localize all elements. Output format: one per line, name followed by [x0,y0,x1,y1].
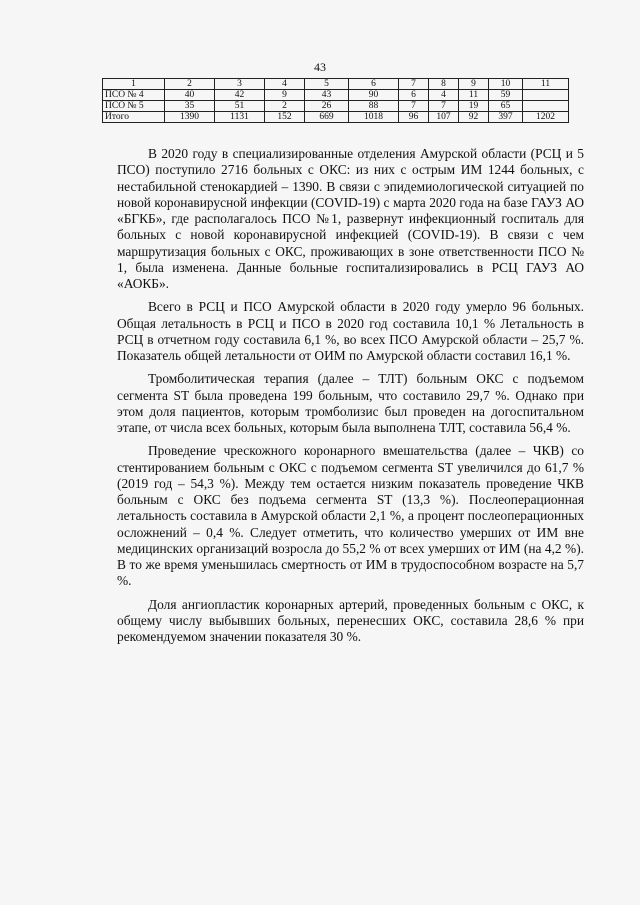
statistics-table [102,78,569,123]
table-cell: 92 [459,112,489,123]
table-cell: 6 [349,79,399,90]
table-cell: 1131 [215,112,265,123]
paragraph: Тромболитическая терапия (далее – ТЛТ) больным ОКС с подъемом сегмента ST была проведена 199 больным, что составило 29,7 %. Однако при этом доля пациентов, которым тромболизис был проведен на догоспитальном этапе, от числа всех больных, которым была выполнена ТЛТ, составила 56,4 %. [117,371,584,435]
table-cell: 11 [459,90,489,101]
table-cell: 96 [399,112,429,123]
paragraph: В 2020 году в специализированные отделения Амурской области (РСЦ и 5 ПСО) поступило 2716 больных с ОКС: из них с острым ИМ 1244 больных, с нестабильной стенокардией – 1390. В связи с эпидемиологической ситуацией по новой коронавирусной инфекции (COVID-19) с марта 2020 года на базе ГАУЗ АО «БГКБ», где располагалось ПСО №1, развернут инфекционный госпиталь для больных с новой коронавирусной инфекцией (COVID-19). В связи с чем маршрутизация больных с ОКС, проживающих в зоне ответственности ПСО № 1, была изменена. Данные больные госпитализировались в РСЦ ГАУЗ АО «АОКБ». [117,146,584,291]
table-cell: 5 [305,79,349,90]
table-cell: 7 [399,101,429,112]
table-cell: 26 [305,101,349,112]
table-cell: 9 [459,79,489,90]
paragraph: Доля ангиопластик коронарных артерий, проведенных больным с ОКС, к общему числу выбывших больных, перенесших ОКС, составила 28,6 % при рекомендуемом значении показателя 30 %. [117,596,584,644]
table-cell: 42 [215,90,265,101]
table-cell: 1 [103,79,165,90]
table-cell: 4 [265,79,305,90]
table-cell: 8 [429,79,459,90]
table-cell: 4 [429,90,459,101]
table-cell: 9 [265,90,305,101]
table-cell: 7 [429,101,459,112]
page-number: 43 [314,60,326,74]
table-cell: 65 [489,101,523,112]
table-cell: 7 [399,79,429,90]
table-cell: 51 [215,101,265,112]
table-cell: 107 [429,112,459,123]
body-text [117,146,584,652]
table-cell: 397 [489,112,523,123]
table-cell: 35 [165,101,215,112]
paragraph: Всего в РСЦ и ПСО Амурской области в 2020 году умерло 96 больных. Общая летальность в РСЦ и ПСО в 2020 год составила 10,1 % Летальность в РСЦ в отчетном году составила 6,1 %, во всех ПСО Амурской области – 25,7 %. Показатель общей летальности от ОИМ по Амурской области составил 16,1 %. [117,299,584,363]
table-cell: 669 [305,112,349,123]
table-cell: 10 [489,79,523,90]
table-cell [523,101,569,112]
row-label: Итого [103,112,165,123]
row-label: ПСО № 5 [103,101,165,112]
table-cell: 2 [165,79,215,90]
table-cell: 40 [165,90,215,101]
table-cell: 6 [399,90,429,101]
table-total-row [103,112,569,123]
table-row [103,101,569,112]
table-cell: 152 [265,112,305,123]
table-cell: 59 [489,90,523,101]
table-cell: 3 [215,79,265,90]
paragraph: Проведение чрескожного коронарного вмешательства (далее – ЧКВ) со стентированием больным с ОКС с подъемом сегмента ST увеличился до 61,7 % (2019 год – 54,3 %). Между тем остается низким показатель проведение ЧКВ больным с ОКС без подъема сегмента ST (13,3 %). Послеоперационная летальность составила в Амурской области 2,1 %, а процент послеоперационных осложнений – 0,4 %. Следует отметить, что количество умерших от ИМ вне медицинских организаций возросла до 55,2 % от всех умерших от ИМ (на 4,2 %). В то же время уменьшилась смертность от ИМ в трудоспособном возрасте на 5,7 %. [117,443,584,589]
table-row [103,90,569,101]
table-cell: 19 [459,101,489,112]
table-cell: 43 [305,90,349,101]
table-cell: 88 [349,101,399,112]
table-cell: 1390 [165,112,215,123]
table-cell [523,90,569,101]
table-cell: 11 [523,79,569,90]
table-cell: 2 [265,101,305,112]
table-header-row [103,79,569,90]
table-cell: 90 [349,90,399,101]
row-label: ПСО № 4 [103,90,165,101]
table-cell: 1018 [349,112,399,123]
table-cell: 1202 [523,112,569,123]
